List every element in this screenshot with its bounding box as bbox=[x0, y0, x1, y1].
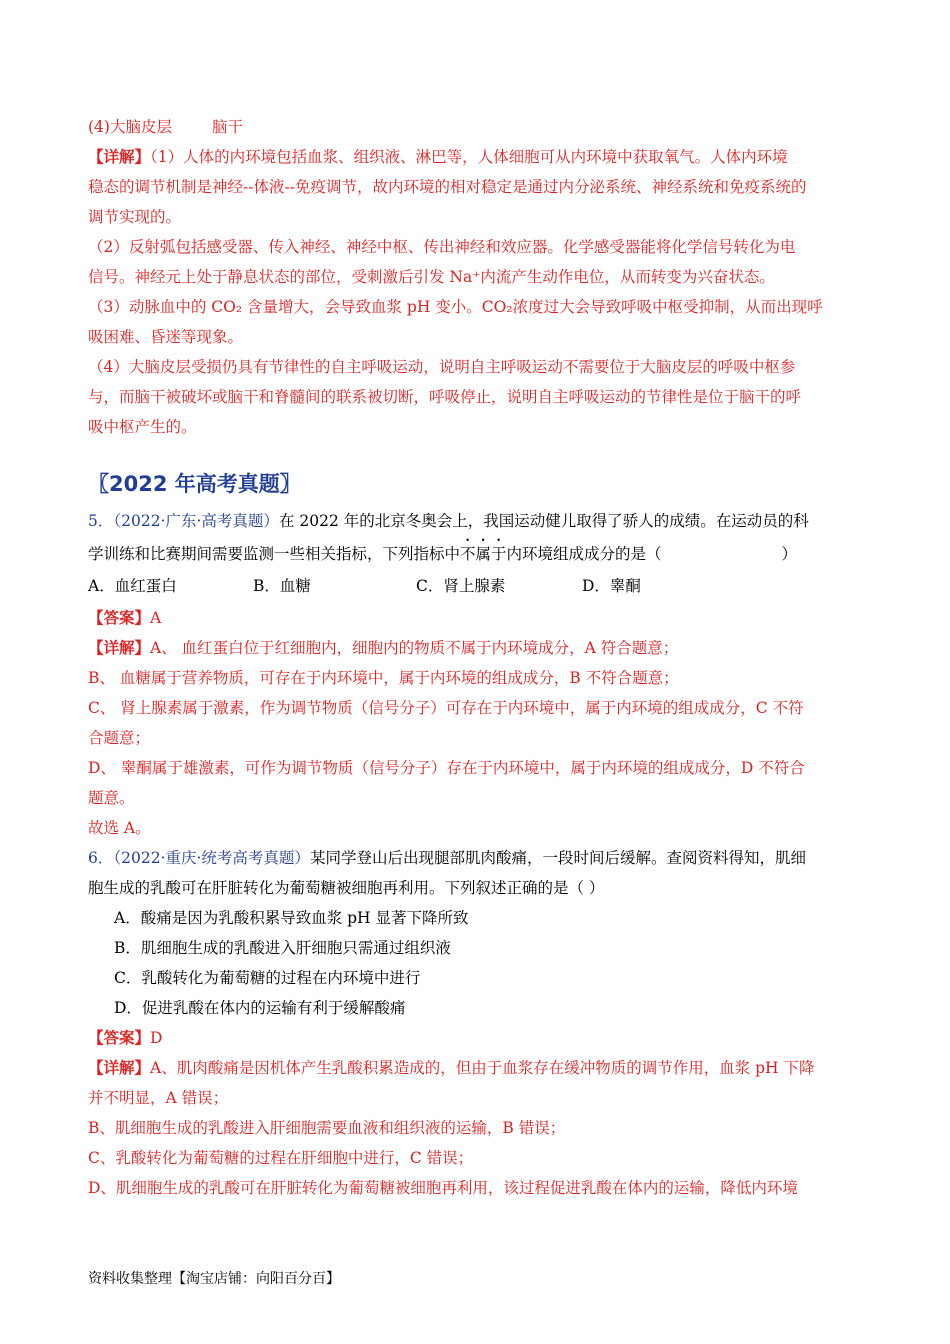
answer-value: D bbox=[150, 1029, 163, 1047]
q5-detail-line-3: C、 肾上腺素属于激素，作为调节物质（信号分子）可存在于内环境中，属于内环境的组成成分，C 不符 bbox=[88, 699, 804, 717]
q4-detail-line-10: 吸中枢产生的。 bbox=[88, 418, 197, 436]
q6-stem-1: 某同学登山后出现腿部肌肉酸痛，一段时间后缓解。查阅资料得知，肌细 bbox=[309, 849, 806, 867]
q4-answer-line bbox=[88, 112, 862, 142]
q4-detail-line-2: 稳态的调节机制是神经--体液--免疫调节，故内环境的相对稳定是通过内分泌系统、神经系统和免疫系统的 bbox=[88, 178, 807, 196]
q5-detail-line-1 bbox=[88, 633, 862, 663]
q5-options bbox=[88, 569, 862, 603]
q4-detail-line-7: 吸困难、昏迷等现象。 bbox=[88, 328, 244, 346]
q6-option-b: B．肌细胞生成的乳酸进入肝细胞只需通过组织液 bbox=[114, 939, 451, 957]
q4-detail-line-3: 调节实现的。 bbox=[88, 208, 182, 226]
detail-text: （1）人体的内环境包括血浆、组织液、淋巴等，人体细胞可从内环境中获取氧气。人体内环境 bbox=[150, 148, 788, 166]
q6-stem-line-2: 胞生成的乳酸可在肝脏转化为葡萄糖被细胞再利用。下列叙述正确的是（ ） bbox=[88, 879, 605, 897]
q5-option-b: B．血糖 bbox=[253, 577, 311, 595]
answer-value: A bbox=[150, 609, 162, 627]
q5-stem-line-1 bbox=[88, 506, 862, 536]
q6-option-d: D．促进乳酸在体内的运输有利于缓解酸痛 bbox=[114, 999, 406, 1017]
detail-tag: 【详解】 bbox=[88, 1058, 151, 1077]
q5-stem-line-2 bbox=[88, 536, 862, 569]
q5-option-d: D．睾酮 bbox=[582, 577, 641, 595]
q4-detail-line-5: 信号。神经元上处于静息状态的部位，受刺激后引发 Na⁺内流产生动作电位，从而转变为兴奋状态。 bbox=[88, 268, 775, 286]
q5-stem-2a: 学训练和比赛期间需要监测一些相关指标，下列指标中 bbox=[88, 545, 461, 563]
q4-detail-line-4: （2）反射弧包括感受器、传入神经、神经中枢、传出神经和效应器。化学感受器能将化学信号转化为电 bbox=[88, 238, 796, 256]
q5-detail-line-4: 合题意； bbox=[88, 729, 151, 747]
q6-number: 6． bbox=[88, 849, 114, 867]
q5-detail-line-6: 题意。 bbox=[88, 789, 135, 807]
page-footer: 资料收集整理【淘宝店铺：向阳百分百】 bbox=[88, 1271, 340, 1287]
answer-tag: 【答案】 bbox=[88, 1028, 151, 1047]
q5-stem-1: 在 2022 年的北京冬奥会上，我国运动健儿取得了骄人的成绩。在运动员的科 bbox=[278, 512, 809, 530]
q6-detail-line-3: B、肌细胞生成的乳酸进入肝细胞需要血液和组织液的运输，B 错误； bbox=[88, 1119, 566, 1137]
q4-detail-line-6: （3）动脉血中的 CO₂ 含量增大，会导致血浆 pH 变小。CO₂浓度过大会导致呼吸中枢受抑制，从而出现呼 bbox=[88, 298, 823, 316]
q4-answer-b: 脑干 bbox=[211, 118, 243, 136]
answer-tag: 【答案】 bbox=[88, 608, 151, 627]
detail-text: A、 血红蛋白位于红细胞内，细胞内的物质不属于内环境成分，A 符合题意； bbox=[150, 639, 679, 657]
q5-emphasis: 不属于 bbox=[460, 545, 507, 563]
q4-answer-a: (4)大脑皮层 bbox=[88, 118, 172, 136]
q6-source: （2022·重庆·统考高考真题） bbox=[113, 849, 310, 867]
q6-detail-line-5: D、肌细胞生成的乳酸可在肝脏转化为葡萄糖被细胞再利用，该过程促进乳酸在体内的运输，降低内环境 bbox=[88, 1179, 798, 1197]
q5-source: （2022·广东·高考真题） bbox=[113, 512, 279, 530]
q6-stem-line-1 bbox=[88, 843, 862, 873]
q5-detail-line-2: B、 血糖属于营养物质，可存在于内环境中，属于内环境的组成成分，B 不符合题意； bbox=[88, 669, 679, 687]
document-page bbox=[88, 112, 862, 1203]
q5-detail-line-5: D、 睾酮属于雄激素，可作为调节物质（信号分子）存在于内环境中，属于内环境的组成成分，D 不符合 bbox=[88, 759, 805, 777]
q6-option-a: A．酸痛是因为乳酸积累导致血浆 pH 显著下降所致 bbox=[114, 909, 469, 927]
q5-conclusion: 故选 A。 bbox=[88, 819, 151, 837]
q4-detail-line-9: 与，而脑干被破坏或脑干和脊髓间的联系被切断，呼吸停止，说明自主呼吸运动的节律性是位于脑干的呼 bbox=[88, 388, 802, 406]
detail-tag: 【详解】 bbox=[88, 638, 151, 657]
q5-number: 5． bbox=[88, 512, 114, 530]
q6-answer bbox=[88, 1023, 862, 1053]
q6-detail-line-1 bbox=[88, 1053, 862, 1083]
q6-detail-line-4: C、乳酸转化为葡萄糖的过程在肝细胞中进行，C 错误； bbox=[88, 1149, 474, 1167]
q5-option-c: C．肾上腺素 bbox=[416, 577, 506, 595]
q5-stem-2d: ） bbox=[781, 545, 798, 563]
q5-option-a: A．血红蛋白 bbox=[88, 577, 177, 595]
detail-text: A、肌肉酸痛是因机体产生乳酸积累造成的，但由于血浆存在缓冲物质的调节作用，血浆 pH 下降 bbox=[150, 1059, 815, 1077]
detail-tag: 【详解】 bbox=[88, 147, 151, 166]
section-heading: 〖2022 年高考真题〗 bbox=[88, 472, 301, 496]
q5-answer bbox=[88, 603, 862, 633]
q6-detail-line-2: 并不明显，A 错误； bbox=[88, 1089, 229, 1107]
q4-detail-line-1 bbox=[88, 142, 862, 172]
q4-detail-line-8: （4）大脑皮层受损仍具有节律性的自主呼吸运动，说明自主呼吸运动不需要位于大脑皮层的呼吸中枢参 bbox=[88, 358, 796, 376]
q5-stem-2c: 内环境组成成分的是（ bbox=[506, 545, 662, 563]
q6-option-c: C．乳酸转化为葡萄糖的过程在内环境中进行 bbox=[114, 969, 421, 987]
